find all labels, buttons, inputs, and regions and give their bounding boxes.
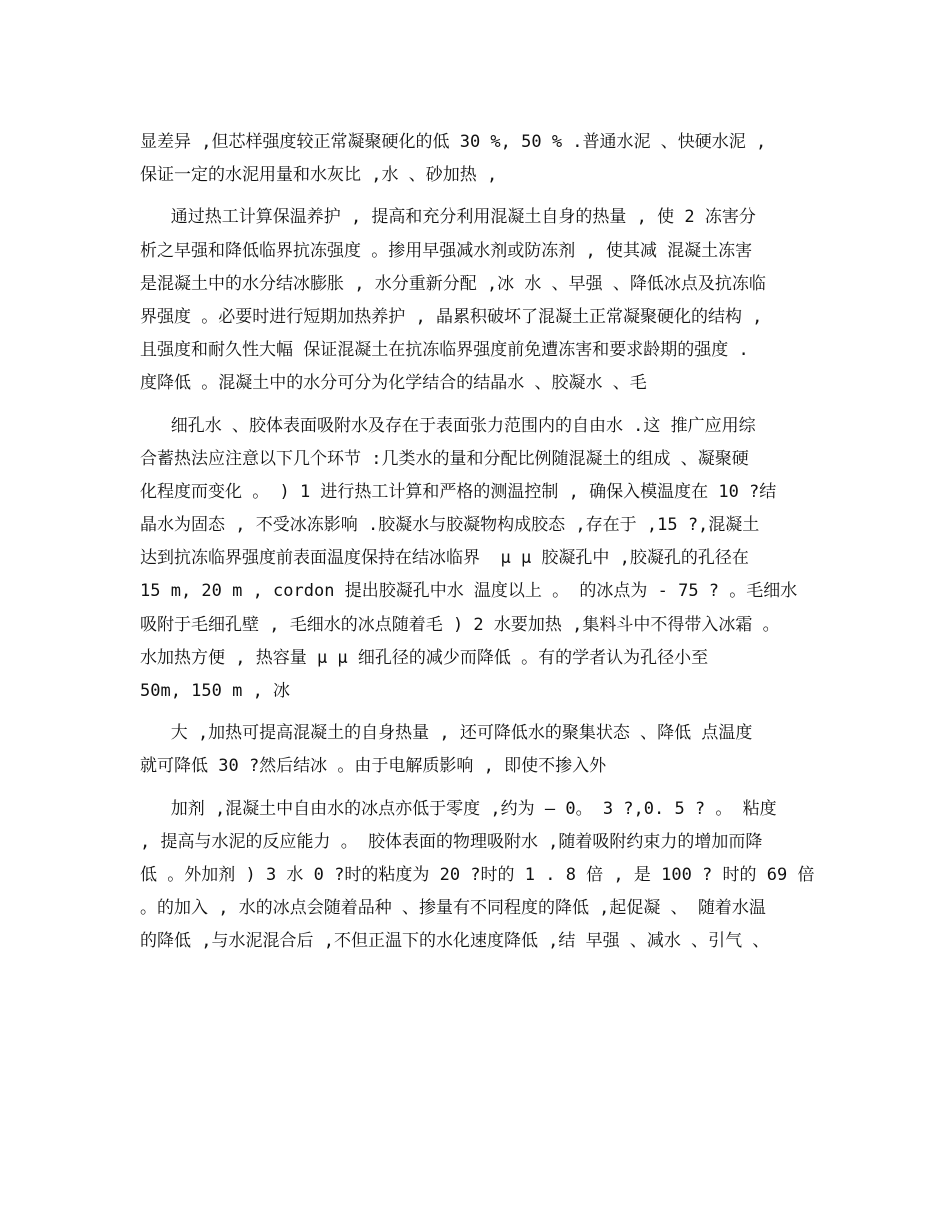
text-line: 化程度而变化 。 ) 1 进行热工计算和严格的测温控制 , 确保入模温度在 10 ?结 [140, 481, 777, 502]
text-line: 水加热方便 , 热容量 μ μ 细孔径的减少而降低 。有的学者认为孔径小至 [140, 647, 709, 668]
text-line: 晶水为固态 , 不受冰冻影响 .胶凝水与胶凝物构成胶态 ,存在于 ,15 ?,混凝土 [140, 515, 760, 536]
text-line: 合蓄热法应注意以下几个环节 :几类水的量和分配比例随混凝土的组成 、凝聚硬 [140, 448, 749, 469]
text-line: 显差异 ,但芯样强度较正常凝聚硬化的低 30 %, 50 % .普通水泥 、快硬水泥 , [140, 132, 767, 152]
text-line: 是混凝土中的水分结冰膨胀 , 水分重新分配 ,冰 水 、早强 、降低冰点及抗冻临 [140, 273, 766, 294]
text-line: 通过热工计算保温养护 , 提高和充分利用混凝土自身的热量 , 使 2 冻害分 [140, 207, 756, 228]
text-line: 15 m, 20 m , cordon 提出胶凝孔中水 温度以上 。 的冰点为 - 75 ? 。毛细水 [140, 581, 798, 602]
text-line: 且强度和耐久性大幅 保证混凝土在抗冻临界强度前免遭冻害和要求龄期的强度 . [140, 340, 749, 361]
text-line: 低 。外加剂 ) 3 水 0 ?时的粘度为 20 ?时的 1 . 8 倍 , 是 100 ? 时的 69 倍 [140, 864, 815, 885]
text-line: 50m, 150 m , 冰 [140, 681, 291, 701]
text-line: 细孔水 、胶体表面吸附水及存在于表面张力范围内的自由水 .这 推广应用综 [140, 415, 756, 436]
text-line: 的降低 ,与水泥混合后 ,不但正温下的水化速度降低 ,结 早强 、减水 、引气 、 [140, 931, 770, 952]
text-line: 达到抗冻临界强度前表面温度保持在结冰临界 μ μ 胶凝孔中 ,胶凝孔的孔径在 [140, 548, 749, 569]
text-line: 保证一定的水泥用量和水灰比 ,水 、砂加热 , [140, 165, 498, 186]
text-line: 大 ,加热可提高混凝土的自身热量 , 还可降低水的聚集状态 、降低 点温度 [140, 723, 753, 744]
text-line: 界强度 。必要时进行短期加热养护 , 晶累积破坏了混凝土正常凝聚硬化的结构 , [140, 306, 763, 327]
text-line: 。的加入 , 水的冰点会随着品种 、掺量有不同程度的降低 ,起促凝 、 随着水温 [140, 898, 766, 919]
text-line: 析之早强和降低临界抗冻强度 。掺用早强减水剂或防冻剂 , 使其减 混凝土冻害 [140, 240, 753, 261]
text-line: 就可降低 30 ?然后结冰 。由于电解质影响 , 即使不掺入外 [140, 756, 607, 777]
text-line: 吸附于毛细孔壁 , 毛细水的冰点随着毛 ) 2 水要加热 ,集料斗中不得带入冰霜 。 [140, 614, 780, 635]
body-text [140, 126, 820, 959]
text-line: 度降低 。混凝土中的水分可分为化学结合的结晶水 、胶凝水 、毛 [140, 373, 647, 394]
text-line: 加剂 ,混凝土中自由水的冰点亦低于零度 ,约为 — 0。 3 ?,0. 5 ? 。 粘度 [140, 798, 777, 819]
text-line: , 提高与水泥的反应能力 。 胶体表面的物理吸附水 ,随着吸附约束力的增加而降 [140, 831, 763, 852]
